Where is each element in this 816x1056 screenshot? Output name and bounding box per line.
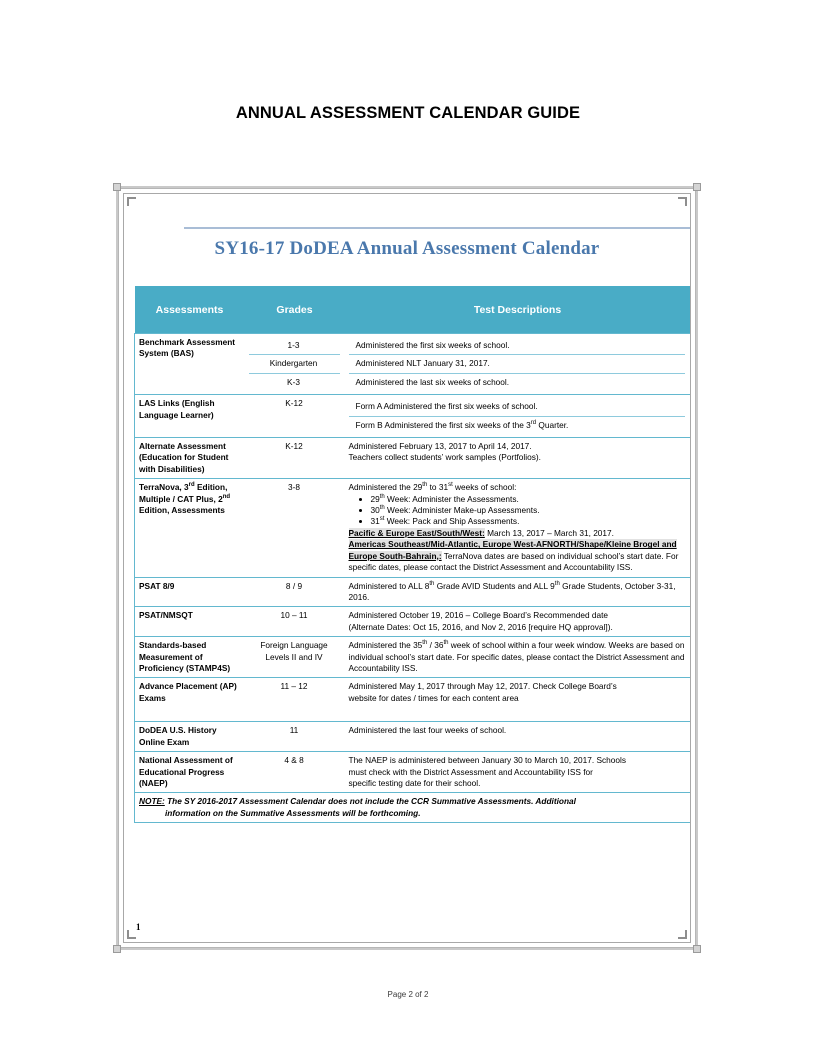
- description-text: Form B Administered the first six weeks of the 3rd Quarter.: [355, 419, 569, 430]
- assessment-name: PSAT/NMSQT: [135, 607, 245, 637]
- description-cell: [345, 395, 691, 438]
- list-item: • 29th Week: Administer the Assessments.: [371, 494, 686, 505]
- description-cell: [345, 334, 691, 395]
- resize-handle-bottom-right[interactable]: [693, 945, 701, 953]
- assessment-name: National Assessment of Educational Progress (NAEP): [135, 752, 245, 793]
- description-cell: [345, 607, 691, 637]
- grades-cell: 8 / 9: [245, 577, 345, 607]
- assessment-name: DoDEA U.S. History Online Exam: [135, 722, 245, 752]
- table-row: [135, 722, 691, 752]
- table-row: [135, 678, 691, 722]
- description-text: (Alternate Dates: Oct 15, 2016, and Nov 2, 2016 [require HQ approval]).: [348, 621, 613, 632]
- assessment-name: Benchmark Assessment System (BAS): [135, 334, 245, 395]
- calendar-document: [124, 194, 690, 942]
- grade-value: Kindergarten: [249, 355, 340, 373]
- assessment-name: Standards-based Measurement of Proficiency (STAMP4S): [135, 637, 245, 678]
- description-cell: Administered the 35th / 36th week of school within a four week window. Weeks are based on individual school’s start date. For specific dates, please contact the District Assessment and Accountability ISS.: [345, 637, 691, 678]
- assessment-name: PSAT 8/9: [135, 577, 245, 607]
- description-text: website for dates / times for each content area: [348, 692, 519, 703]
- page-title: ANNUAL ASSESSMENT CALENDAR GUIDE: [235, 104, 581, 122]
- assessment-name: TerraNova, 3rd Edition, Multiple / CAT Plus, 2nd Edition, Assessments: [135, 479, 245, 577]
- title-rule: [184, 227, 690, 229]
- embedded-object-content: [123, 193, 691, 943]
- list-item: • 31st Week: Pack and Ship Assessments.: [371, 516, 686, 527]
- grades-cell: K-12: [245, 438, 345, 479]
- table-row: [135, 438, 691, 479]
- description-text: Teachers collect students’ work samples (Portfolios).: [348, 452, 541, 463]
- page-footer: Page 2 of 2: [387, 990, 429, 999]
- description-text: Administered February 13, 2017 to April 14, 2017.: [348, 441, 532, 452]
- description-text: Administered the first six weeks of school.: [349, 337, 686, 355]
- assessment-name: Advance Placement (AP) Exams: [135, 678, 245, 722]
- description-cell: [345, 752, 691, 793]
- description-cell: [345, 678, 691, 722]
- grade-value: 1-3: [249, 337, 340, 355]
- grades-cell: 11: [245, 722, 345, 752]
- resize-handle-top-left[interactable]: [113, 183, 121, 191]
- embedded-object-frame[interactable]: [118, 188, 696, 948]
- column-header-grades: Grades: [245, 286, 345, 334]
- table-row: [135, 752, 691, 793]
- region-dates-pacific: Pacific & Europe East/South/West: March 13, 2017 – March 31, 2017.: [348, 527, 614, 538]
- table-header-row: [135, 286, 691, 334]
- table-row: [135, 479, 691, 577]
- assessment-name: LAS Links (English Language Learner): [135, 395, 245, 438]
- region-label: Americas Southeast/Mid-Atlantic, Europe West-AFNORTH/Shape/Kleine Brogel and Europe South-Bahrain,:: [348, 539, 677, 561]
- region-dates-americas: Americas Southeast/Mid-Atlantic, Europe West-AFNORTH/Shape/Kleine Brogel and Europe South-Bahrain,: TerraNova dates are based on individual school’s start date. For specific dates, please contact the District Assessment and Accountability ISS.: [348, 539, 679, 573]
- description-text: Administered NLT January 31, 2017.: [349, 355, 686, 373]
- table-row: [135, 607, 691, 637]
- calendar-heading: SY16-17 DoDEA Annual Assessment Calendar: [214, 238, 600, 259]
- calendar-note: NOTE: The SY 2016-2017 Assessment Calendar does not include the CCR Summative Assessments. Additional information on the Summative Assessments will be forthcoming.: [135, 793, 691, 823]
- column-header-assessments: Assessments: [135, 286, 245, 334]
- description-text: must check with the District Assessment and Accountability ISS for: [348, 766, 593, 777]
- document-page-number: 1: [136, 922, 141, 932]
- table-row: [135, 334, 691, 395]
- grades-cell: Foreign Language Levels II and IV: [245, 637, 345, 678]
- description-intro: Administered the 29th to 31st weeks of school:: [348, 482, 517, 493]
- assessment-calendar-table: [134, 286, 691, 823]
- description-text: The NAEP is administered between January 30 to March 10, 2017. Schools: [348, 755, 626, 766]
- table-note-row: [135, 793, 691, 823]
- resize-handle-top-right[interactable]: [693, 183, 701, 191]
- description-text: specific testing date for their school.: [348, 777, 481, 788]
- table-row: [135, 577, 691, 607]
- grades-cell: 4 & 8: [245, 752, 345, 793]
- grades-cell: [245, 334, 345, 395]
- grades-cell: 10 – 11: [245, 607, 345, 637]
- column-header-descriptions: Test Descriptions: [345, 286, 691, 334]
- description-cell: [345, 438, 691, 479]
- region-label: Pacific & Europe East/South/West:: [348, 527, 485, 538]
- grades-cell: K-12: [245, 395, 345, 438]
- grades-cell: 11 – 12: [245, 678, 345, 722]
- assessment-name: Alternate Assessment (Education for Student with Disabilities): [135, 438, 245, 479]
- ordinal-suffix: rd: [530, 419, 537, 426]
- description-cell: Administered the last four weeks of school.: [345, 722, 691, 752]
- table-row: [135, 395, 691, 438]
- description-bullet-list: [349, 494, 686, 528]
- table-row: [135, 637, 691, 678]
- description-text: Form A Administered the first six weeks of school.: [349, 398, 686, 416]
- note-label: NOTE:: [139, 796, 165, 807]
- resize-handle-bottom-left[interactable]: [113, 945, 121, 953]
- grades-cell: 3-8: [245, 479, 345, 577]
- description-text: Administered the last six weeks of school.: [355, 376, 510, 387]
- list-item: • 30th Week: Administer Make-up Assessments.: [371, 505, 686, 516]
- description-text: Administered May 1, 2017 through May 12, 2017. Check College Board’s: [348, 681, 617, 692]
- grade-value: K-3: [287, 376, 300, 387]
- description-text: Administered October 19, 2016 – College Board’s Recommended date: [348, 610, 609, 621]
- description-cell: Administered to ALL 8th Grade AVID Students and ALL 9th Grade Students, October 3-31, 2016.: [345, 577, 691, 607]
- description-cell: [345, 479, 691, 577]
